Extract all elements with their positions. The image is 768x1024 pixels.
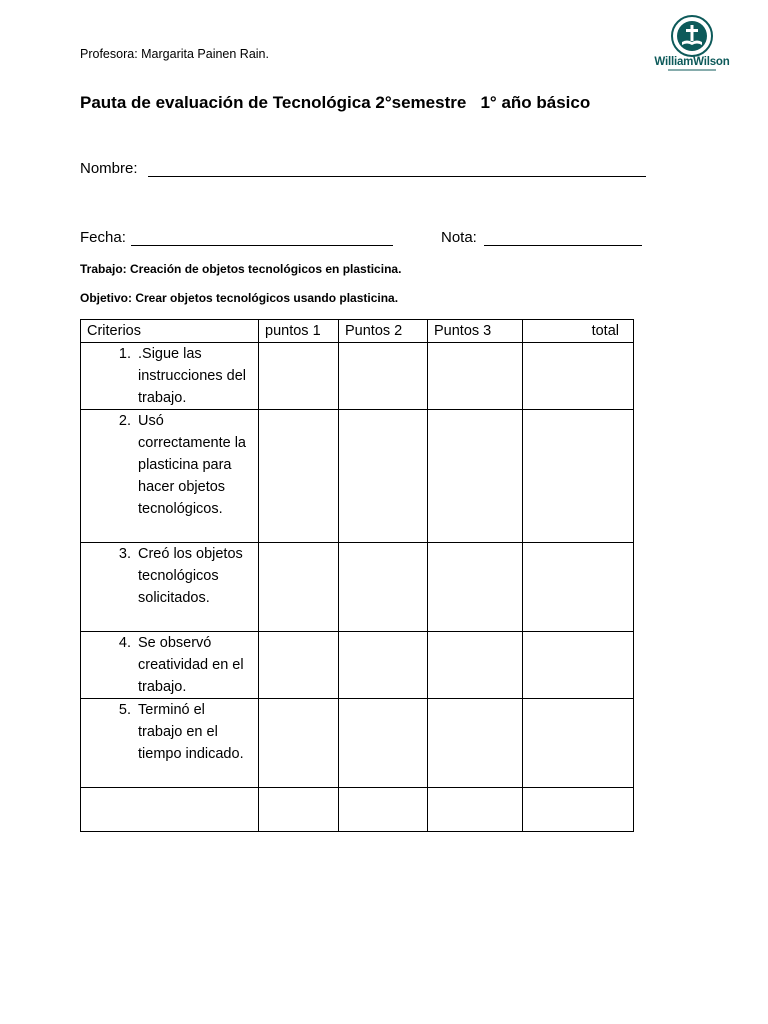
header-puntos-2: Puntos 2 [339,320,428,343]
score-cell[interactable] [259,632,339,699]
score-cell[interactable] [339,343,428,410]
criterion-cell [81,543,259,632]
score-cell[interactable] [428,699,523,788]
total-cell[interactable] [523,410,634,543]
nota-label: Nota: [441,229,477,246]
table-header-row [81,320,634,343]
criterion-text: Creó los objetos tecnológicos solicitados. [138,546,243,606]
header-puntos-3: Puntos 3 [428,320,523,343]
table-row [81,543,634,632]
table-row [81,410,634,543]
criterion-cell [81,410,259,543]
score-cell[interactable] [259,788,339,832]
criterion-text: .Sigue las instrucciones del trabajo. [138,346,246,406]
nombre-label: Nombre: [80,160,138,177]
criterion-number: 1. [118,346,131,362]
objetivo-text: Objetivo: Crear objetos tecnológicos usando plasticina. [80,291,399,305]
total-cell[interactable] [523,699,634,788]
score-cell[interactable] [339,788,428,832]
score-cell[interactable] [259,543,339,632]
table-row-empty [81,788,634,832]
score-cell[interactable] [339,632,428,699]
rubric-table [80,319,634,832]
score-cell[interactable] [339,410,428,543]
score-cell[interactable] [339,543,428,632]
criterion-cell [81,699,259,788]
table-row [81,632,634,699]
criterion-cell[interactable] [81,788,259,832]
page-title: Pauta de evaluación de Tecnológica 2°semestre 1° año básico [80,93,591,112]
logo-name: WilliamWilson [654,56,730,68]
score-cell[interactable] [428,343,523,410]
score-cell[interactable] [428,788,523,832]
total-cell[interactable] [523,788,634,832]
nota-field[interactable] [484,245,642,246]
score-cell[interactable] [428,632,523,699]
score-cell[interactable] [339,699,428,788]
criterion-number: 3. [118,546,131,562]
logo-divider [668,69,716,71]
header-criterios: Criterios [81,320,259,343]
score-cell[interactable] [259,343,339,410]
trabajo-text: Trabajo: Creación de objetos tecnológicos en plasticina. [80,262,402,276]
criterion-number: 2. [118,413,131,429]
teacher-name: Profesora: Margarita Painen Rain. [80,47,269,61]
score-cell[interactable] [428,543,523,632]
score-cell[interactable] [259,699,339,788]
table-row [81,699,634,788]
fecha-label: Fecha: [80,229,126,246]
header-puntos-1: puntos 1 [259,320,339,343]
total-cell[interactable] [523,343,634,410]
criterion-text: Usó correctamente la plasticina para hacer objetos tecnológicos. [138,413,246,517]
criterion-text: Terminó el trabajo en el tiempo indicado. [138,702,244,762]
nombre-field[interactable] [148,176,646,177]
criterion-number: 4. [118,635,131,651]
table-row [81,343,634,410]
criterion-number: 5. [118,702,131,718]
score-cell[interactable] [428,410,523,543]
score-cell[interactable] [259,410,339,543]
criterion-cell [81,632,259,699]
total-cell[interactable] [523,632,634,699]
fecha-field[interactable] [131,245,393,246]
criterion-text: Se observó creatividad en el trabajo. [138,635,244,695]
criterion-cell [81,343,259,410]
total-cell[interactable] [523,543,634,632]
header-total: total [523,320,634,343]
